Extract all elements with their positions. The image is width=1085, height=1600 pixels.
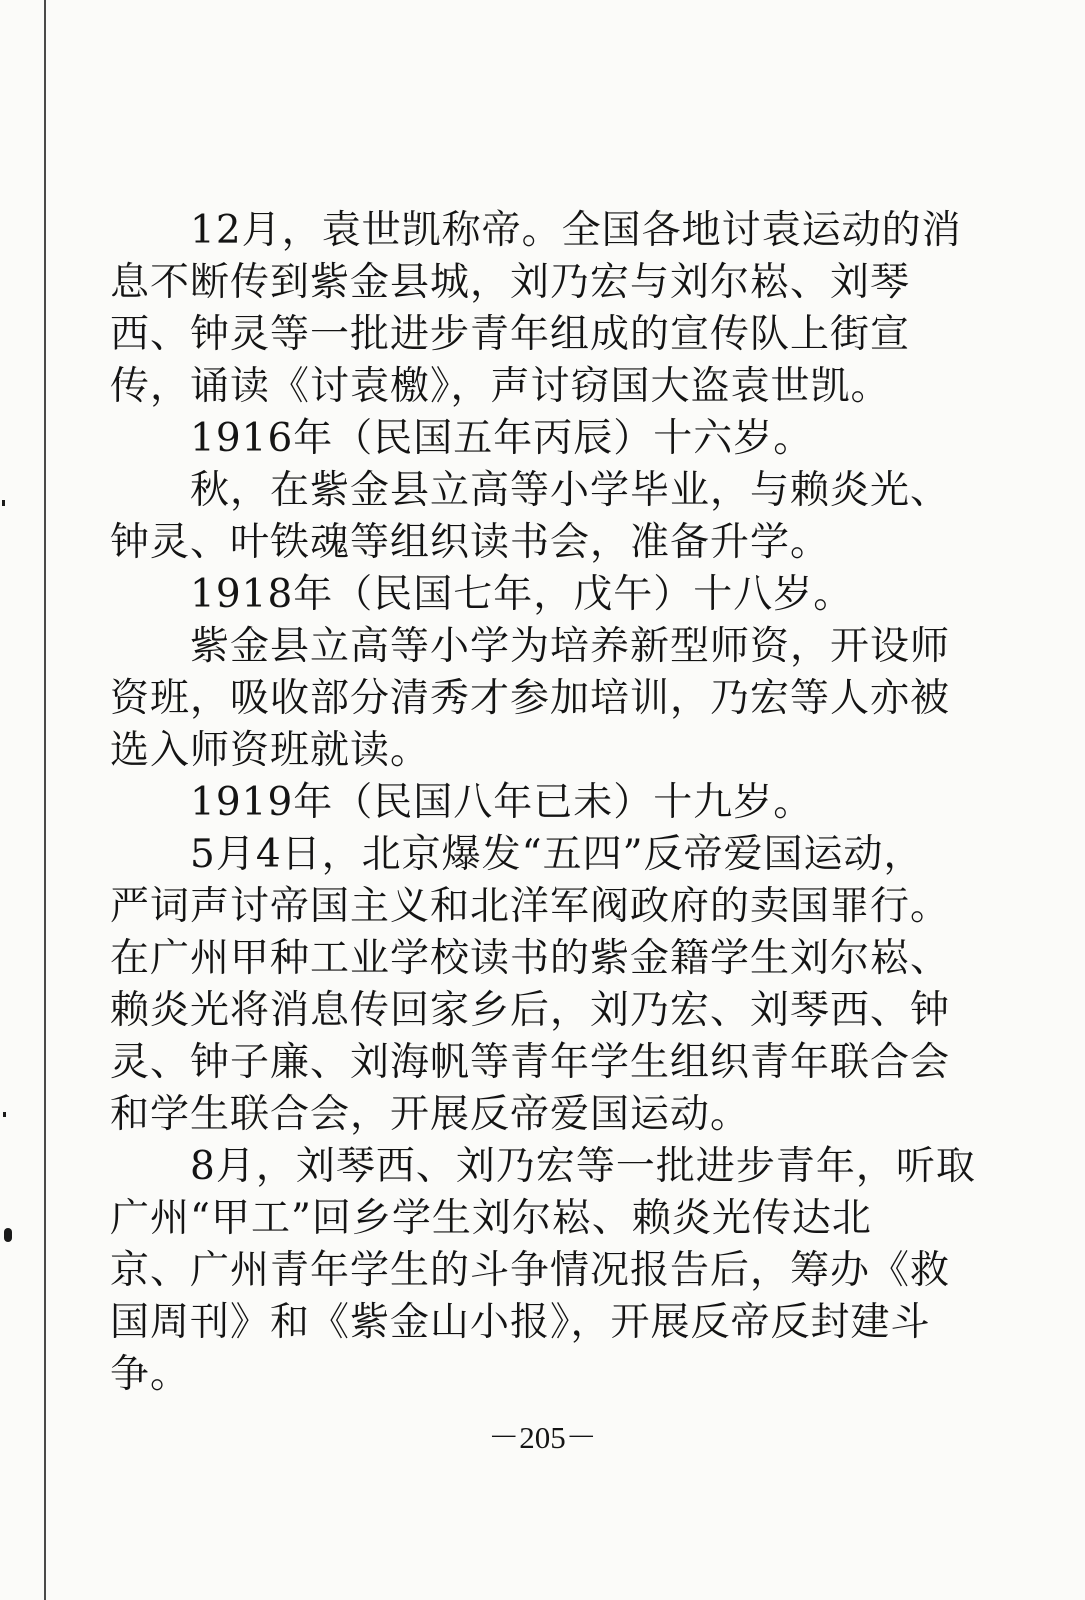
text-line: 紫金县立高等小学为培养新型师资，开设师 — [190, 624, 951, 669]
text-line: 国周刊》和《紫金山小报》，开展反帝反封建斗 — [110, 1300, 931, 1345]
text-line: 赖炎光将消息传回家乡后，刘乃宏、刘琴西、钟 — [110, 988, 951, 1033]
paragraph-yuan-shikai — [110, 205, 962, 413]
paragraph-august — [110, 1141, 976, 1401]
text-line: 12月，袁世凯称帝。全国各地讨袁运动的消 — [190, 208, 962, 253]
paragraph-graduation — [110, 465, 951, 569]
text-line: 和学生联合会，开展反帝爱国运动。 — [110, 1092, 751, 1137]
text-line: 广州“甲工”回乡学生刘尔崧、赖炎光传达北 — [110, 1196, 872, 1241]
text-line: 选入师资班就读。 — [110, 728, 431, 773]
text-line: 严词声讨帝国主义和北洋军阀政府的卖国罪行。 — [110, 884, 951, 929]
text-line: 秋，在紫金县立高等小学毕业，与赖炎光、 — [190, 468, 951, 513]
page-body — [110, 205, 976, 1401]
binding-edge-line — [44, 0, 46, 1600]
text-line: 争。 — [110, 1352, 191, 1397]
paragraph-may-fourth — [110, 829, 951, 1141]
text-line: 传，诵读《讨袁檄》，声讨窃国大盗袁世凯。 — [110, 364, 891, 409]
scan-speck — [2, 500, 5, 506]
scan-speck — [4, 1228, 12, 1242]
text-line: 灵、钟子廉、刘海帆等青年学生组织青年联合会 — [110, 1040, 951, 1085]
paragraph-teacher-class — [110, 621, 951, 777]
text-line: 在广州甲种工业学校读书的紫金籍学生刘尔崧、 — [110, 936, 951, 981]
text-line: 资班，吸收部分清秀才参加培训，乃宏等人亦被 — [110, 676, 951, 721]
scan-speck — [3, 1112, 6, 1117]
year-heading-1916 — [110, 413, 940, 465]
text-line: 8月，刘琴西、刘乃宏等一批进步青年，听取 — [190, 1144, 976, 1189]
page-number: －205－ — [488, 1420, 597, 1455]
year-heading: 1916年（民国五年丙辰）十六岁。 — [190, 416, 814, 461]
year-heading-1918 — [110, 569, 940, 621]
text-line: 钟灵、叶铁魂等组织读书会，准备升学。 — [110, 520, 831, 565]
text-line: 息不断传到紫金县城，刘乃宏与刘尔崧、刘琴 — [110, 260, 911, 305]
text-line: 西、钟灵等一批进步青年组成的宣传队上街宣 — [110, 312, 911, 357]
year-heading: 1919年（民国八年已未）十九岁。 — [190, 780, 814, 825]
year-heading: 1918年（民国七年，戊午）十八岁。 — [190, 572, 854, 617]
text-line: 5月4日，北京爆发“五四”反帝爱国运动， — [190, 832, 924, 877]
year-heading-1919 — [110, 777, 940, 829]
text-line: 京、广州青年学生的斗争情况报告后，筹办《救 — [110, 1248, 951, 1293]
